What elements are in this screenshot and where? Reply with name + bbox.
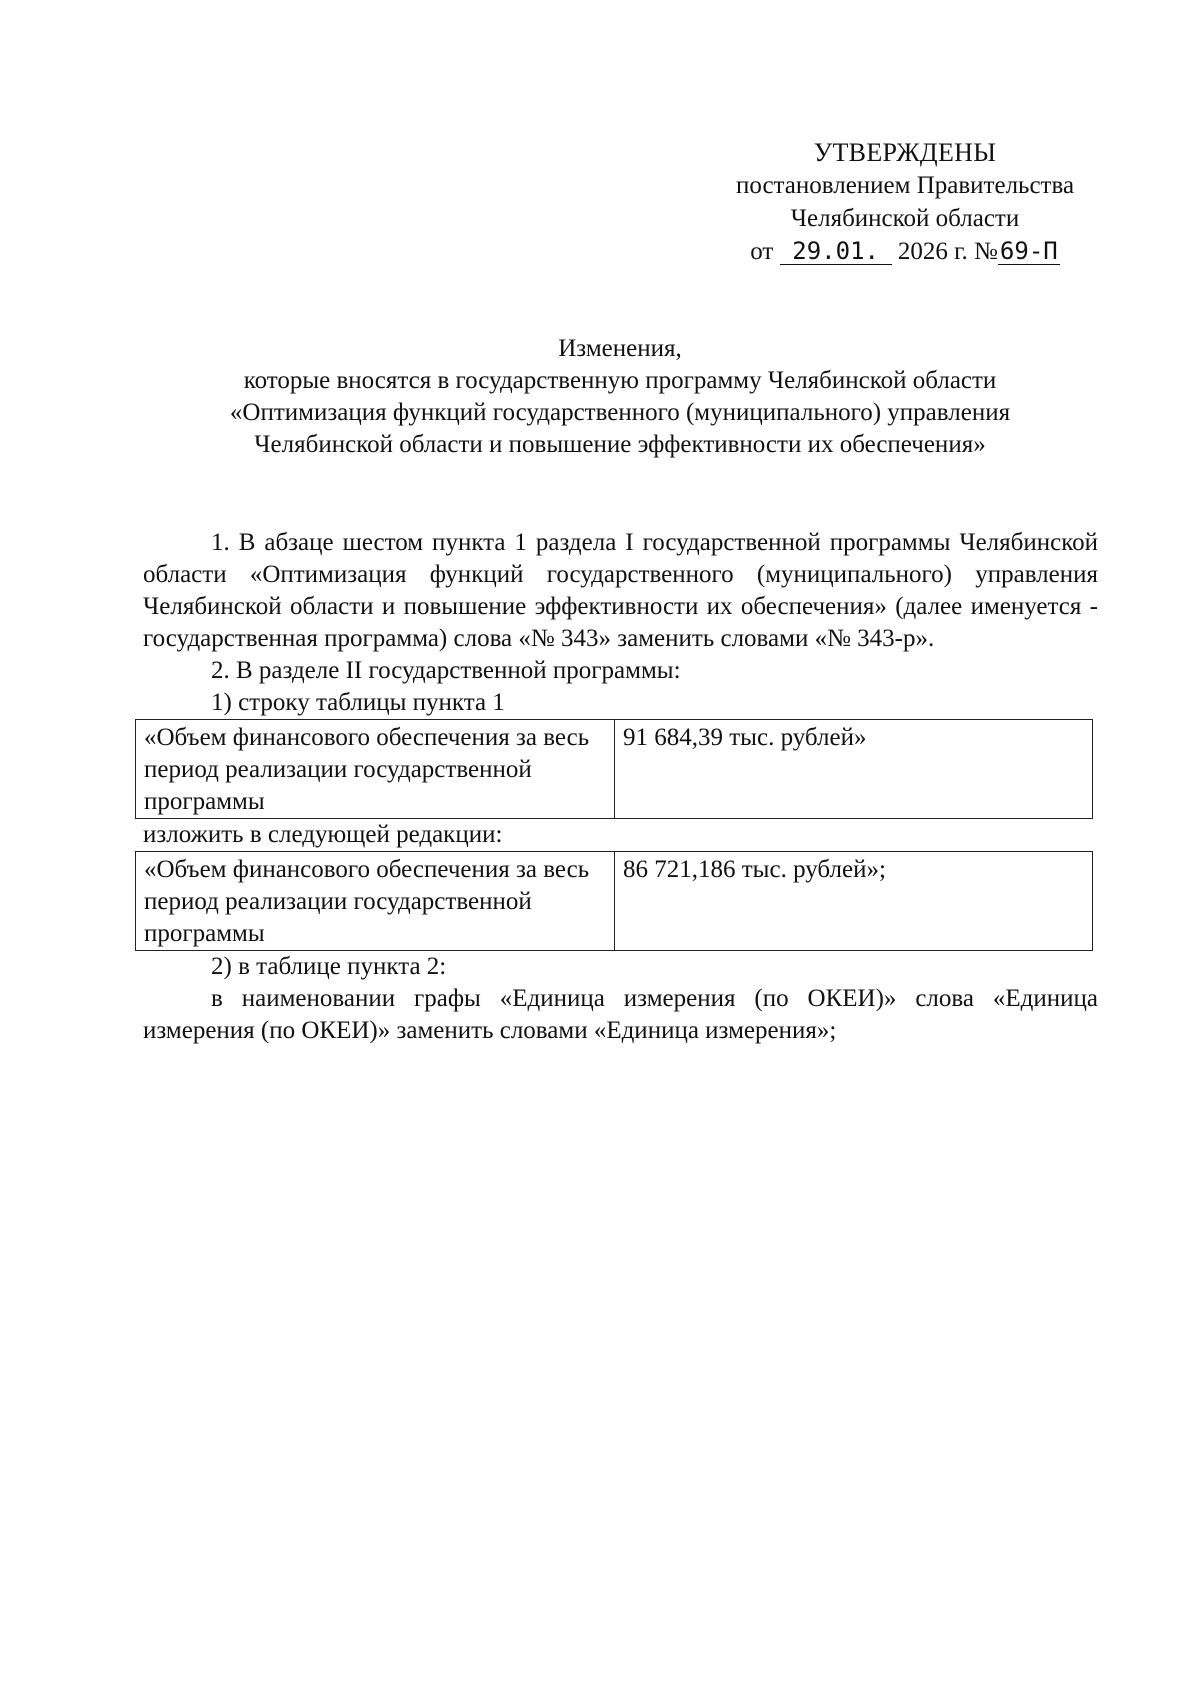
decree-number: 69-П (999, 237, 1058, 265)
approval-date-line (715, 235, 1095, 268)
heading-line-2: которые вносятся в государственную программу Челябинской области (243, 367, 997, 394)
paragraph-1: 1. В абзаце шестом пункта 1 раздела I государственной программы Челябинской области «Оптимизация функций государственного (муниципального) управления Челябинской области и повышение эффективности их обеспечения» (далее именуется - государственная программа) слова «№ 343» заменить словами «№ 343-р». (143, 529, 1098, 652)
paragraph-6: в наименовании графы «Единица измерения (по ОКЕИ)» слова «Единица измерения (по ОКЕИ)» заменить словами «Единица измерения»; (143, 985, 1098, 1044)
heading-line-3: «Оптимизация функций государственного (муниципального) управления (229, 399, 1011, 426)
paragraph-2: 2. В разделе II государственной программы: (211, 657, 681, 684)
table-cell-label: «Объем финансового обеспечения за весь период реализации государственной программы (136, 720, 615, 819)
approval-title: УТВЕРЖДЕНЫ (813, 138, 997, 167)
table-cell-value: 86 721,186 тыс. рублей»; (615, 852, 1093, 951)
year-text: 2026 г. № (897, 238, 998, 265)
heading-line-1: Изменения, (558, 335, 682, 362)
table-row (136, 720, 1093, 819)
paragraph-5: 2) в таблице пункта 2: (211, 953, 447, 980)
approval-line-1: постановлением Правительства (735, 172, 1075, 199)
table-cell-label: «Объем финансового обеспечения за весь период реализации государственной программы (136, 852, 615, 951)
table-row (136, 852, 1093, 951)
document-heading (140, 333, 1100, 461)
approval-stamp (715, 136, 1095, 268)
paragraph-3: 1) строку таблицы пункта 1 (211, 689, 505, 716)
document-body (143, 527, 1098, 1047)
date-prefix: от (750, 238, 774, 265)
approval-line-2: Челябинской области (790, 205, 1020, 232)
table-new-row (135, 851, 1093, 951)
table-old-row (135, 719, 1093, 819)
heading-line-4: Челябинской области и повышение эффективности их обеспечения» (254, 431, 986, 458)
table-cell-value: 91 684,39 тыс. рублей» (615, 720, 1093, 819)
date-value: 29.01. (780, 238, 892, 265)
paragraph-4: изложить в следующей редакции: (143, 821, 503, 848)
